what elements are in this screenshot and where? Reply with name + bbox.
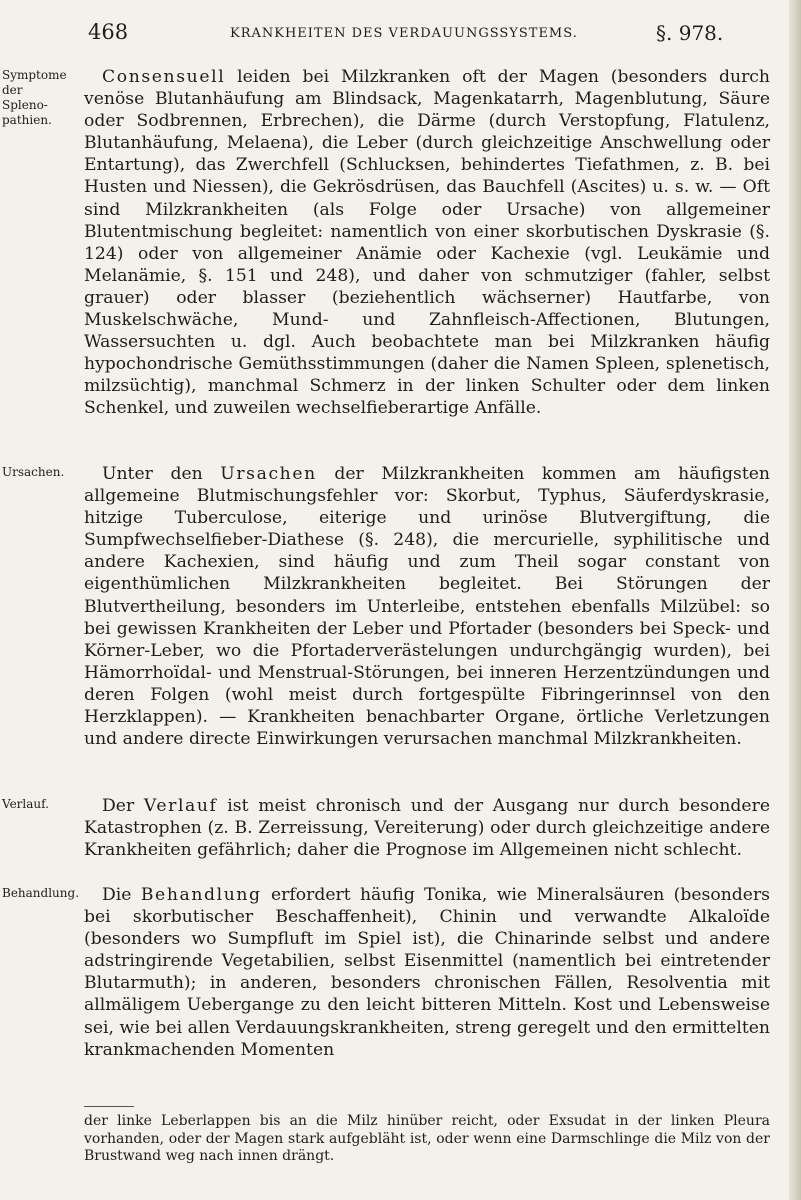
footnote: der linke Leberlappen bis an die Milz hinüber reicht, oder Exsudat in der linken Pleura vorhanden, oder der Magen stark aufgebläht ist, oder wenn eine Darmschlinge die Milz von der Brustwand weg nach innen drängt.	[84, 1113, 770, 1164]
paragraph-intro: Der	[102, 796, 144, 816]
lead-word-consensuell: Consensuell	[102, 67, 226, 87]
margin-note-verlauf: Verlauf.	[2, 797, 49, 811]
lead-word-verlauf: Verlauf	[143, 796, 218, 816]
lead-word-behandlung: Behandlung	[140, 885, 262, 905]
paragraph-text: ist meist chronisch und der Ausgang nur durch besondere Katastrophen (z. B. Zerreissung, Vereiterung) oder durch gleichzeitige andere Krankheiten gefährlich; daher die Prognose im Allgemeinen nicht schlecht.	[84, 796, 770, 861]
margin-note-symptome: Symptome der Spleno-pathien.	[2, 68, 67, 127]
running-title: KRANKHEITEN DES VERDAUUNGSSYSTEMS.	[230, 26, 578, 41]
paragraph-text: der Milzkrankheiten kommen am häufigsten allgemeine Blutmischungsfehler vor: Skorbut, Typhus, Säuferdyskrasie, hitzige Tuberculose, eiterige und urinöse Blutvergiftung, die Sumpfwechselfieber-Diathese (§. 248), die mercurielle, syphilitische und andere Kachexien, sind häufig und zum Theil sogar constant von eigenthümlichen Milzkrankheiten begleitet. Bei Störungen der Blutvertheilung, besonders im Unterleibe, entstehen ebenfalls Milzübel: so bei gewissen Krankheiten der Leber und Pfortader (besonders bei Speck- und Körner-Leber, wo die Pfortaderverästelungen undurchgängig wurden), bei Hämorrhoïdal- und Menstrual-Störungen, bei inneren Herzentzündungen und deren Folgen (wohl meist durch fortgespülte Fibringerinnsel von den Herzklappen). — Krankheiten benachbarter Organe, örtliche Verletzungen und andere directe Einwirkungen verursachen manchmal Milzkrankheiten.	[84, 464, 770, 750]
paragraph-verlauf	[84, 795, 770, 861]
lead-word-ursachen: Ursachen	[220, 464, 317, 484]
margin-note-ursachen: Ursachen.	[2, 465, 65, 479]
page-number: 468	[88, 20, 129, 44]
paragraph-intro: Die	[102, 885, 141, 905]
paragraph-text: leiden bei Milzkranken oft der Magen (besonders durch venöse Blutanhäufung am Blindsack, Magenkatarrh, Magenblutung, Säure oder Sodbrennen, Erbrechen), die Därme (durch Verstopfung, Flatulenz, Blutanhäufung, Melaena), die Leber (durch gleichzeitige Anschwellung oder Entartung), das Zwerchfell (Schlucksen, behindertes Tiefathmen, z. B. bei Husten und Niessen), die Gekrösdrüsen, das Bauchfell (Ascites) u. s. w. — Oft sind Milzkrankheiten (als Folge oder Ursache) von allgemeiner Blutentmischung begleitet: namentlich von einer skorbutischen Dyskrasie (§. 124) oder von allgemeiner Anämie oder Kachexie (vgl. Leukämie und Melanämie, §. 151 und 248), und daher von schmutziger (fahler, selbst grauer) oder blasser (beziehentlich wächserner) Hautfarbe, von Muskelschwäche, Mund- und Zahnfleisch-Affectionen, Blutungen, Wassersuchten u. dgl. Auch beobachtete man bei Milzkranken häufig hypochondrische Gemüthsstimmungen (daher die Namen Spleen, splenetisch, milzsüchtig), manchmal Schmerz in der linken Schulter oder dem linken Schenkel, und zuweilen wechselfieberartige Anfälle.	[84, 67, 770, 419]
footnote-rule	[84, 1106, 134, 1107]
margin-note-behandlung: Behandlung.	[2, 886, 80, 900]
paragraph-ursachen	[84, 463, 770, 750]
paragraph-intro: Unter den	[102, 464, 221, 484]
page-edge	[789, 0, 801, 1200]
section-number: §. 978.	[656, 21, 724, 45]
paragraph-behandlung	[84, 884, 770, 1061]
running-header	[0, 20, 801, 56]
paragraph-text: erfordert häufig Tonika, wie Mineralsäuren (besonders bei skorbutischer Beschaffenheit), Chinin und verwandte Alkaloïde (besonders wo Sumpfluft im Spiel ist), die Chinarinde selbst und andere adstringirende Vegetabilien, selbst Eisenmittel (namentlich bei eintretender Blutarmuth); in anderen, besonders chronischen Fällen, Resolventia mit allmäligem Uebergange zu den leicht bitteren Mitteln. Kost und Lebensweise sei, wie bei allen Verdauungskrankheiten, streng geregelt und den ermittelten krankmachenden Momenten	[84, 885, 770, 1060]
paragraph-symptome	[84, 66, 770, 420]
